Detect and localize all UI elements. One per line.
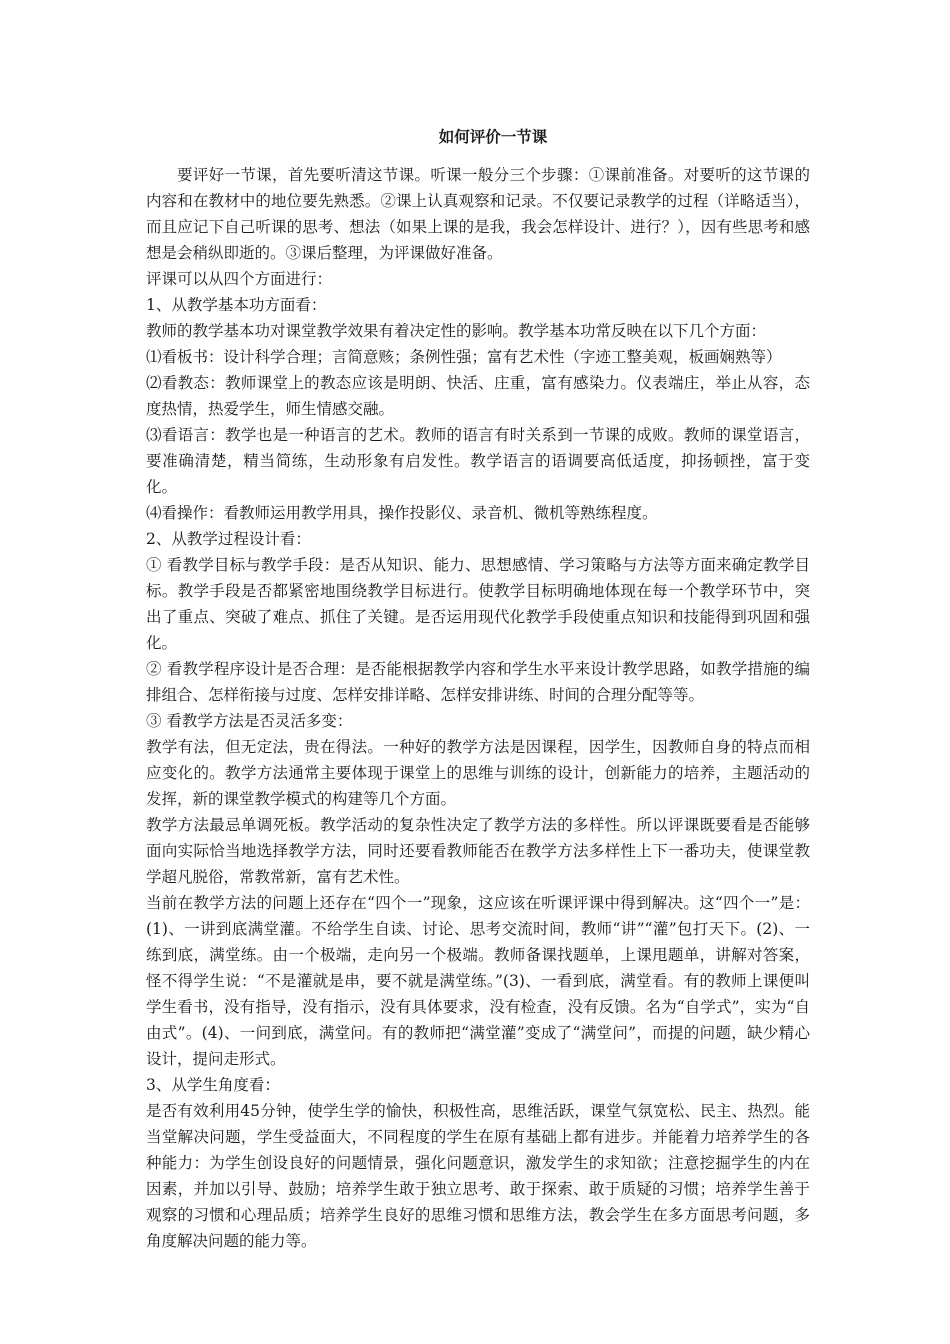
list-item-procedure: ② 看教学程序设计是否合理：是否能根据教学内容和学生水平来设计教学思路，如教学措施的编排组合、怎样衔接与过度、怎样安排详略、怎样安排讲练、时间的合理分配等等。 — [146, 660, 810, 704]
document-body — [146, 124, 810, 1254]
intro-paragraph: 要评好一节课，首先要听清这节课。听课一般分三个步骤：①课前准备。对要听的这节课的内容和在教材中的地位要先熟悉。②课上认真观察和记录。不仅要记录教学的过程（详略适当），而且应记下自己听课的思考、想法（如果上课的是我，我会怎样设计、进行？），因有些思考和感想是会稍纵即逝的。③课后整理，为评课做好准备。 — [146, 166, 810, 262]
paragraph: 教学方法最忌单调死板。教学活动的复杂性决定了教学方法的多样性。所以评课既要看是否能够面向实际恰当地选择教学方法，同时还要看教师能否在教学方法多样性上下一番功夫，使课堂教学超凡脱俗，常教常新，富有艺术性。 — [146, 816, 810, 886]
list-item-language: ⑶看语言：教学也是一种语言的艺术。教师的语言有时关系到一节课的成败。教师的课堂语言，要准确清楚，精当简练，生动形象有启发性。教学语言的语调要高低适度，抑扬顿挫，富于变化。 — [146, 426, 810, 496]
paragraph: 教师的教学基本功对课堂教学效果有着决定性的影响。教学基本功常反映在以下几个方面： — [146, 322, 767, 340]
section-heading-basic-skills: 1、从教学基本功方面看： — [146, 296, 327, 314]
list-item-methods: ③ 看教学方法是否灵活多变： — [146, 712, 353, 730]
section-heading-process-design: 2、从教学过程设计看： — [146, 530, 311, 548]
list-item-operation: ⑷看操作：看教师运用教学用具，操作投影仪、录音机、微机等熟练程度。 — [146, 504, 658, 522]
document-title: 如何评价一节课 — [438, 127, 548, 146]
section-heading-student-perspective: 3、从学生角度看： — [146, 1076, 280, 1094]
paragraph: 教学有法，但无定法，贵在得法。一种好的教学方法是因课程，因学生，因教师自身的特点而相应变化的。教学方法通常主要体现于课堂上的思维与训练的设计，创新能力的培养，主题活动的发挥，新的课堂教学模式的构建等几个方面。 — [146, 738, 810, 808]
list-item-blackboard: ⑴看板书：设计科学合理；言简意赅；条例性强；富有艺术性（字迹工整美观，板画娴熟等） — [146, 348, 782, 366]
list-item-objectives: ① 看教学目标与教学手段：是否从知识、能力、思想感情、学习策略与方法等方面来确定教学目标。教学手段是否都紧密地围绕教学目标进行。使教学目标明确地体现在每一个教学环节中，突出了重点、突破了难点、抓住了关键。是否运用现代化教学手段使重点知识和技能得到巩固和强化。 — [146, 556, 810, 652]
evaluation-aspects-heading: 评课可以从四个方面进行： — [146, 270, 333, 288]
paragraph: 当前在教学方法的问题上还存在“四个一”现象，这应该在听课评课中得到解决。这“四个一”是：(1)、一讲到底满堂灌。不给学生自读、讨论、思考交流时间，教师“讲”“灌”包打天下。(2)、一练到底，满堂练。由一个极端，走向另一个极端。教师备课找题单，上课甩题单，讲解对答案，怪不得学生说：“不是灌就是串，要不就是满堂练。”(3)、一看到底，满堂看。有的教师上课便叫学生看书，没有指导，没有指示，没有具体要求，没有检查，没有反馈。名为“自学式”，实为“自由式”。(4)、一问到底，满堂问。有的教师把“满堂灌”变成了“满堂问”，而提的问题，缺少精心设计，提问走形式。 — [146, 894, 810, 1068]
paragraph: 是否有效利用45分钟，使学生学的愉快，积极性高，思维活跃，课堂气氛宽松、民主、热烈。能当堂解决问题，学生受益面大，不同程度的学生在原有基础上都有进步。并能着力培养学生的各种能力：为学生创设良好的问题情景，强化问题意识，激发学生的求知欲；注意挖掘学生的内在因素，并加以引导、鼓励；培养学生敢于独立思考、敢于探索、敢于质疑的习惯；培养学生善于观察的习惯和心理品质；培养学生良好的思维习惯和思维方法，教会学生在多方面思考问题，多角度解决问题的能力等。 — [146, 1102, 810, 1250]
list-item-demeanor: ⑵看教态：教师课堂上的教态应该是明朗、快活、庄重，富有感染力。仪表端庄，举止从容，态度热情，热爱学生，师生情感交融。 — [146, 374, 810, 418]
